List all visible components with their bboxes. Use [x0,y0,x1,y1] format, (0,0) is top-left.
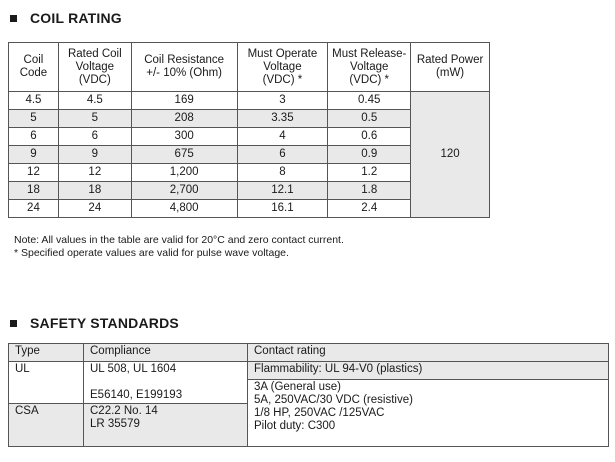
table-cell: 12 [9,164,59,182]
compliance-line: UL 508, UL 1604 [90,363,177,375]
table-cell: 9 [9,146,59,164]
type-csa: CSA [9,404,84,447]
contact-rating-line: 3A (General use) [254,381,341,393]
table-cell: 24 [9,200,59,218]
table-cell: 4 [237,128,328,146]
header-line: Voltage [75,60,115,73]
safety-standards-title [10,315,179,331]
bullet-square-icon [10,15,17,22]
table-cell: 1.8 [328,182,411,200]
header-line: (VDC) * [349,73,390,86]
type-ul: UL [9,362,84,404]
header-compliance: Compliance [84,344,248,362]
table-cell: 208 [131,110,237,128]
header-line: Must Release- [332,47,407,60]
table-cell: 169 [131,92,237,110]
table-cell: 2,700 [131,182,237,200]
contact-rating-line: 1/8 HP, 250VAC /125VAC [254,407,385,419]
table-cell: 6 [237,146,328,164]
header-line: +/- 10% (Ohm) [146,67,222,79]
table-cell: 4,800 [131,200,237,218]
rated-power-cell: 120 [411,92,490,218]
table-cell: 0.45 [328,92,411,110]
table-row [9,362,609,380]
header-line: (VDC) [78,73,111,86]
table-cell: 1,200 [131,164,237,182]
header-line: Coil [23,54,44,66]
column-header [328,43,411,92]
table-cell: 5 [9,110,59,128]
table-cell: 9 [58,146,131,164]
safety-standards-table [8,343,609,447]
coil-notes [14,234,344,260]
header-line: Coil Resistance [144,54,225,66]
table-cell: 12.1 [237,182,328,200]
header-line: Rated Power [416,54,484,66]
table-cell: 0.5 [328,110,411,128]
compliance-line: E56140, E199193 [90,389,183,401]
table-cell: 18 [58,182,131,200]
header-type: Type [9,344,84,362]
header-line: Voltage [263,60,302,73]
flammability-cell: Flammability: UL 94-V0 (plastics) [248,362,609,380]
column-header [237,43,328,92]
compliance-line: C22.2 No. 14 [90,405,158,417]
column-header [411,43,490,92]
header-line: Code [19,67,48,79]
table-cell: 6 [58,128,131,146]
table-cell: 4.5 [58,92,131,110]
compliance-line: LR 35579 [90,418,140,430]
contact-rating-cell [248,380,609,447]
column-header [58,43,131,92]
header-line: (mW) [436,67,465,79]
bullet-square-icon [10,320,17,327]
header-contact-rating: Contact rating [248,344,609,362]
safety-standards-title-text: SAFETY STANDARDS [30,315,179,331]
table-row [9,92,490,110]
note-line: * Specified operate values are valid for pulse wave voltage. [14,247,289,259]
table-cell: 300 [131,128,237,146]
table-cell: 5 [58,110,131,128]
header-line: Voltage [350,60,389,73]
table-cell: 12 [58,164,131,182]
coil-rating-title-text: COIL RATING [30,10,122,26]
table-cell: 18 [9,182,59,200]
table-cell: 24 [58,200,131,218]
table-cell: 16.1 [237,200,328,218]
header-line: Must Operate [247,47,318,60]
table-cell: 1.2 [328,164,411,182]
contact-rating-line: 5A, 250VAC/30 VDC (resistive) [254,394,413,406]
table-cell: 4.5 [9,92,59,110]
table-cell: 6 [9,128,59,146]
table-cell: 0.6 [328,128,411,146]
contact-rating-line: Pilot duty: C300 [254,420,336,432]
coil-table-body [9,92,490,218]
compliance-csa [84,404,248,447]
table-cell: 3.35 [237,110,328,128]
compliance-ul [84,362,248,404]
table-cell: 8 [237,164,328,182]
header-line: (VDC) * [262,73,303,86]
safety-table-header [9,344,609,362]
coil-table-header [9,43,490,92]
table-cell: 0.9 [328,146,411,164]
coil-rating-table [8,42,490,218]
header-line: Rated Coil [67,47,122,60]
coil-rating-title [10,10,122,26]
table-cell: 675 [131,146,237,164]
note-line: Note: All values in the table are valid for 20°C and zero contact current. [14,234,344,246]
column-header [131,43,237,92]
table-cell: 2.4 [328,200,411,218]
table-cell: 3 [237,92,328,110]
column-header [9,43,59,92]
